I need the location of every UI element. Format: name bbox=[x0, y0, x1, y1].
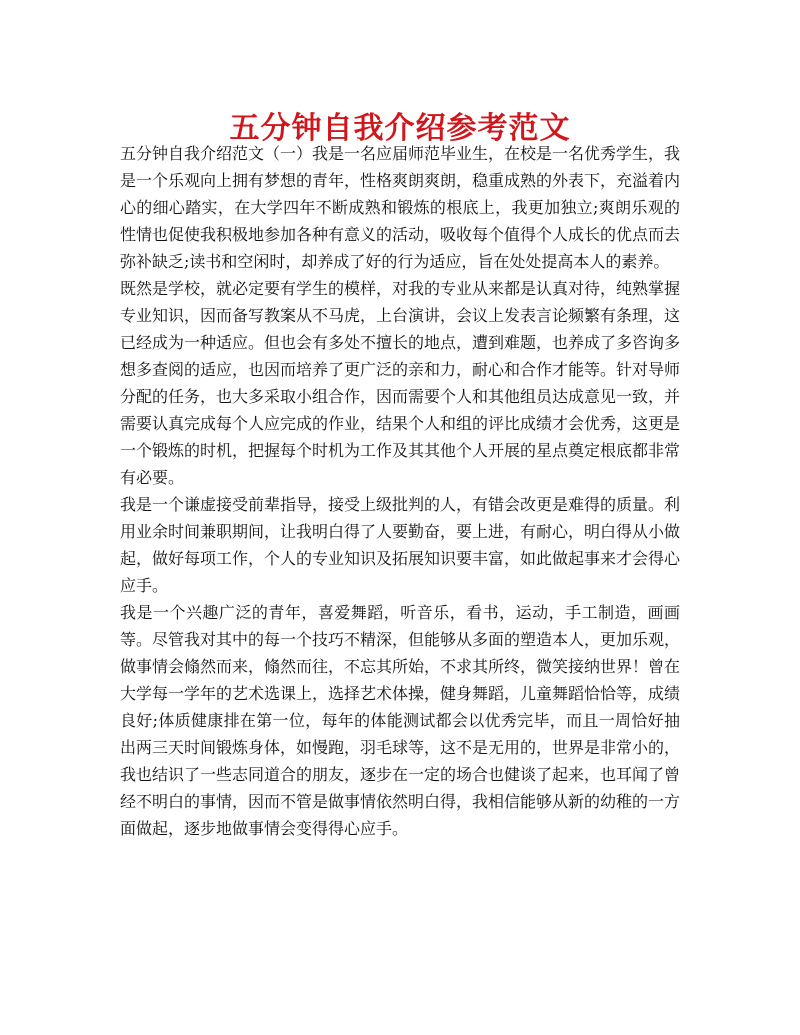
paragraph-2: 既然是学校，就必定要有学生的模样，对我的专业从来都是认真对待，纯熟掌握专业知识，因而备写教案从不马虎，上台演讲，会议上发表言论频繁有条理，这已经成为一种适应。但也会有多处不擅长的地点，遭到难题，也养成了多咨询多想多查阅的适应，也因而培养了更广泛的亲和力，耐心和合作才能等。针对导师分配的任务，也大多采取小组合作，因而需要个人和其他组员达成意见一致，并需要认真完成每个人应完成的作业，结果个人和组的评比成绩才会优秀，这更是一个锻炼的时机，把握每个时机为工作及其其他个人开展的星点奠定根底都非常有必要。 bbox=[120, 279, 681, 487]
document-body bbox=[120, 140, 680, 842]
paragraph-3: 我是一个谦虚接受前辈指导，接受上级批判的人，有错会改更是难得的质量。利用业余时间兼职期间，让我明白得了人要勤奋，要上进，有耐心，明白得从小做起，做好每项工作，个人的专业知识及拓展知识要丰富，如此做起事来才会得心应手。 bbox=[120, 495, 681, 595]
paragraph-4: 我是一个兴趣广泛的青年，喜爱舞蹈，听音乐，看书，运动，手工制造，画画等。尽管我对其中的每一个技巧不精深，但能够从多面的塑造本人，更加乐观，做事情会翛然而来，翛然而往，不忘其所始，不求其所终，微笑接纳世界！曾在大学每一学年的艺术选课上，选择艺术体操，健身舞蹈，儿童舞蹈恰恰等，成绩良好;体质健康排在第一位，每年的体能测试都会以优秀完毕，而且一周恰好抽出两三天时间锻炼身体，如慢跑，羽毛球等，这不是无用的，世界是非常小的，我也结识了一些志同道合的朋友，逐步在一定的场合也健谈了起来，也耳闻了曾经不明白的事情，因而不管是做事情依然明白得，我相信能够从新的幼稚的一方面做起，逐步地做事情会变得得心应手。 bbox=[120, 603, 681, 838]
paragraph-1: 五分钟自我介绍范文（一）我是一名应届师范毕业生，在校是一名优秀学生，我是一个乐观向上拥有梦想的青年，性格爽朗爽朗，稳重成熟的外表下，充溢着内心的细心踏实，在大学四年不断成熟和锻炼的根底上，我更加独立;爽朗乐观的性情也促使我积极地参加各种有意义的活动，吸收每个值得个人成长的优点而去弥补缺乏;读书和空闲时，却养成了好的行为适应，旨在处处提高本人的素养。 bbox=[120, 144, 681, 271]
document-title: 五分钟自我介绍参考范文 bbox=[229, 111, 571, 147]
